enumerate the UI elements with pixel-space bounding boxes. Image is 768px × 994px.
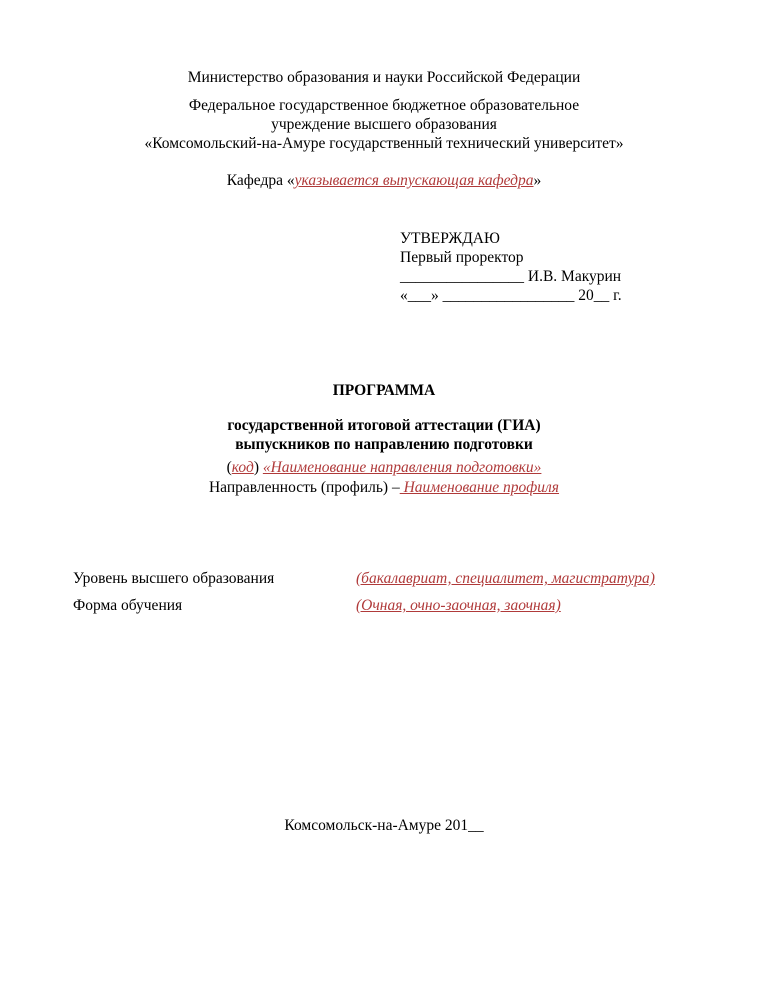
level-value: (бакалавриат, специалитет, магистратура) — [356, 570, 655, 587]
program-title: ПРОГРАММА — [332, 382, 436, 399]
level-label: Уровень высшего образования — [73, 570, 275, 587]
approval-title: УТВЕРЖДАЮ — [400, 230, 500, 247]
profile-placeholder: Наименование профиля — [399, 479, 560, 496]
profile-line — [0, 479, 768, 497]
footer-city-year: Комсомольск-на-Амуре 201__ — [284, 817, 484, 834]
code-placeholder: код — [231, 459, 254, 476]
department-prefix: Кафедра « — [226, 172, 295, 189]
approval-position: Первый проректор — [400, 249, 524, 266]
direction-placeholder: «Наименование направления подготовки» — [262, 459, 542, 476]
approval-signature-line: ________________ И.В. Макурин — [400, 268, 622, 285]
code-close: ) — [253, 459, 259, 476]
institution-line-3: «Комсомольский-на-Амуре государственный технический университет» — [144, 135, 624, 152]
approval-date-line: «___» _________________ 20__ г. — [400, 287, 622, 304]
institution-line-2: учреждение высшего образования — [271, 116, 497, 133]
code-open: ( — [226, 459, 232, 476]
department-placeholder: указывается выпускающая кафедра — [294, 172, 534, 189]
form-label: Форма обучения — [73, 597, 183, 614]
program-subtitle-line-2: выпускников по направлению подготовки — [235, 436, 533, 453]
form-value: (Очная, очно-заочная, заочная) — [356, 597, 561, 614]
department-line — [0, 172, 768, 190]
department-suffix: » — [533, 172, 542, 189]
ministry-name: Министерство образования и науки Российской Федерации — [187, 69, 581, 86]
profile-prefix: Направленность (профиль) – — [208, 479, 400, 496]
direction-line — [0, 459, 768, 477]
program-subtitle-line-1: государственной итоговой аттестации (ГИА) — [227, 417, 541, 434]
institution-line-1: Федеральное государственное бюджетное образовательное — [188, 97, 580, 114]
